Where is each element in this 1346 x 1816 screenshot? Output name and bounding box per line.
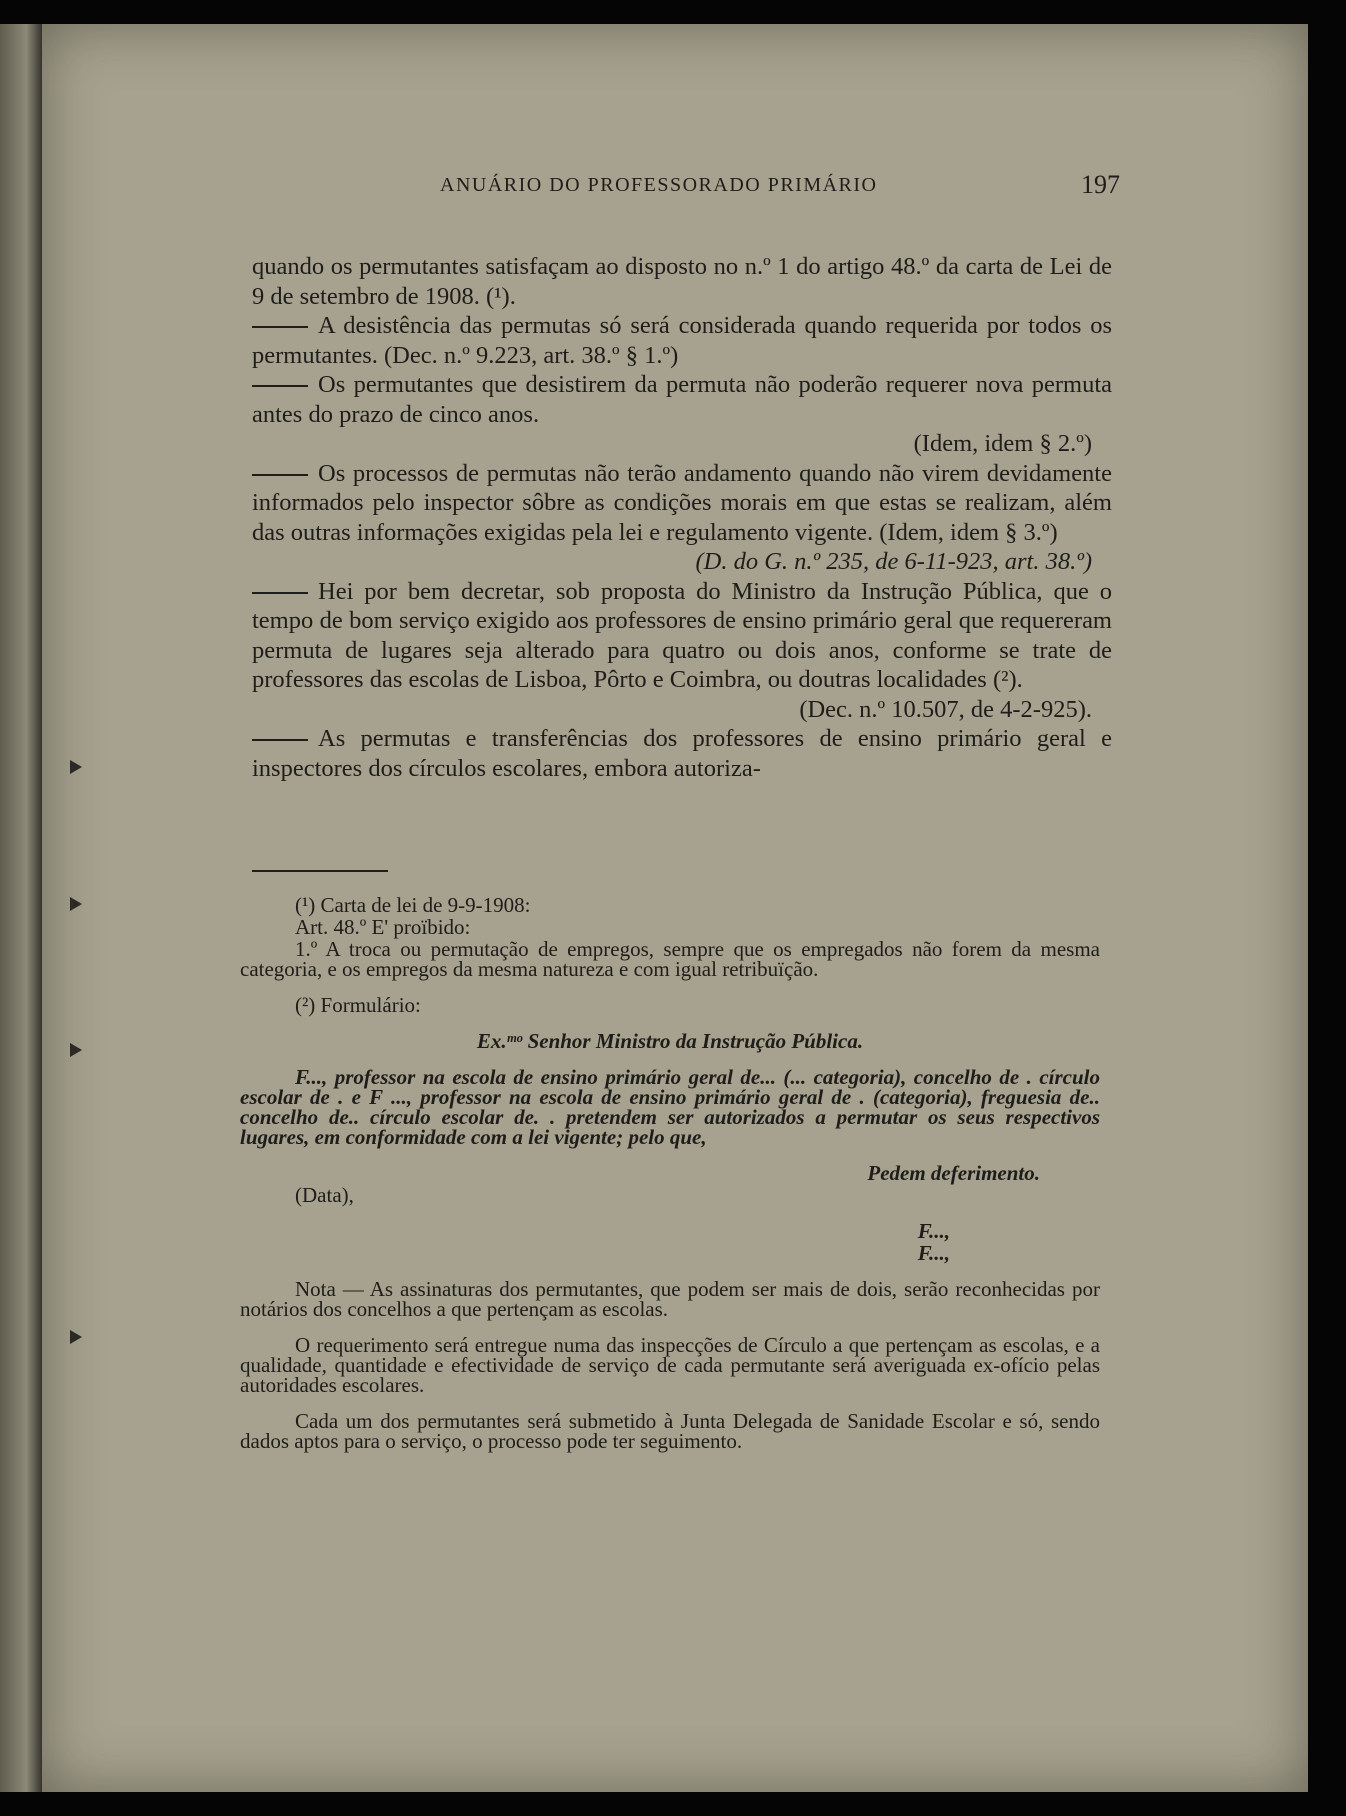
footnotes — [240, 895, 1100, 1453]
citation: (Dec. n.º 10.507, de 4-2-925). — [799, 695, 1092, 723]
form-request: Pedem deferimento. — [867, 1161, 1040, 1185]
form-salutation: Ex.ᵐᵒ Senhor Ministro da Instrução Pública. — [476, 1029, 864, 1053]
paragraph: quando os permutantes satisfaçam ao disposto no n.º 1 do artigo 48.º da carta de Lei de 9 de setembro de 1908. (¹). — [252, 253, 1112, 310]
citation: (D. do G. n.º 235, de 6-11-923, art. 38.º) — [695, 548, 1092, 575]
em-dash-rule — [252, 739, 308, 741]
paragraph: As permutas e transferências dos professores de ensino primário geral e inspectores dos círculos escolares, embora autoriza- — [252, 725, 1112, 782]
footnote-title: (²) Formulário: — [295, 993, 421, 1017]
citation: (Idem, idem § 2.º) — [913, 430, 1092, 457]
paragraph: Os permutantes que desistirem da permuta não poderão requerer nova permuta antes do prazo de cinco anos. — [252, 371, 1112, 428]
em-dash-rule — [252, 326, 308, 328]
note-paragraph: Nota — As assinaturas dos permutantes, que podem ser mais de dois, serão reconhecidas por notários dos concelhos a que pertençam as escolas. — [240, 1277, 1100, 1321]
form-date: (Data), — [295, 1183, 354, 1207]
citation: (Idem, idem § 3.º) — [879, 518, 1058, 546]
paragraph: Hei por bem decretar, sob proposta do Ministro da Instrução Pública, que o tempo de bom serviço exigido aos professores de ensino primário geral que requereram permuta de lugares seja alterado para quatro ou dois anos, conforme se trate de professores das escolas de Lisboa, Pôrto e Coimbra, ou doutras localidades (²). — [252, 577, 1112, 693]
footnote-separator — [252, 870, 388, 872]
footnote-title: (¹) Carta de lei de 9-9-1908: — [295, 893, 531, 917]
main-text — [252, 252, 1112, 783]
page-spine-edge — [0, 24, 44, 1792]
form-signer: F..., — [917, 1241, 950, 1265]
paragraph: Os processos de permutas não terão andamento quando não virem devidamente informados pelo inspector sôbre as condições morais em que estas se realizam, além das outras informações exigidas pela lei e regulamento vigente. (Idem, idem § 3.º) — [252, 459, 1112, 546]
note-paragraph: O requerimento será entregue numa das inspecções de Círculo a que pertençam as escolas, e a qualidade, quantidade e efectividade de serviço de cada permutante será averiguada ex-ofício pelas autoridades escolares. — [240, 1333, 1100, 1397]
footnote-article: Art. 48.º E' proïbido: — [295, 915, 471, 939]
em-dash-rule — [252, 474, 308, 476]
form-body: F..., professor na escola de ensino primário geral de... (... categoria), concelho de . círculo escolar de . e F ..., professor na escola de ensino primário geral de . (categoria), freguesia de.. concelho de.. círculo escolar de. . pretendem ser autorizados a permutar os seus respectivos lugares, em conformidade com a lei vigente; pelo que, — [240, 1065, 1100, 1149]
footnote-text: 1.º A troca ou permutação de empregos, sempre que os empregados não forem da mesma categoria, e os empregos da mesma natureza e com igual retribuïção. — [240, 937, 1100, 981]
paragraph: A desistência das permutas só será considerada quando requerida por todos os permutantes. (Dec. n.º 9.223, art. 38.º § 1.º) — [252, 312, 1112, 369]
running-title: ANUÁRIO DO PROFESSORADO PRIMÁRIO — [440, 174, 878, 196]
form-signer: F..., — [917, 1219, 950, 1243]
em-dash-rule — [252, 385, 308, 387]
citation: (Dec. n.º 9.223, art. 38.º § 1.º) — [384, 341, 679, 369]
em-dash-rule — [252, 592, 308, 594]
page-number: 197 — [1081, 170, 1120, 199]
note-paragraph: Cada um dos permutantes será submetido à Junta Delegada de Sanidade Escolar e só, sendo dados aptos para o serviço, o processo pode ter seguimento. — [240, 1409, 1100, 1453]
